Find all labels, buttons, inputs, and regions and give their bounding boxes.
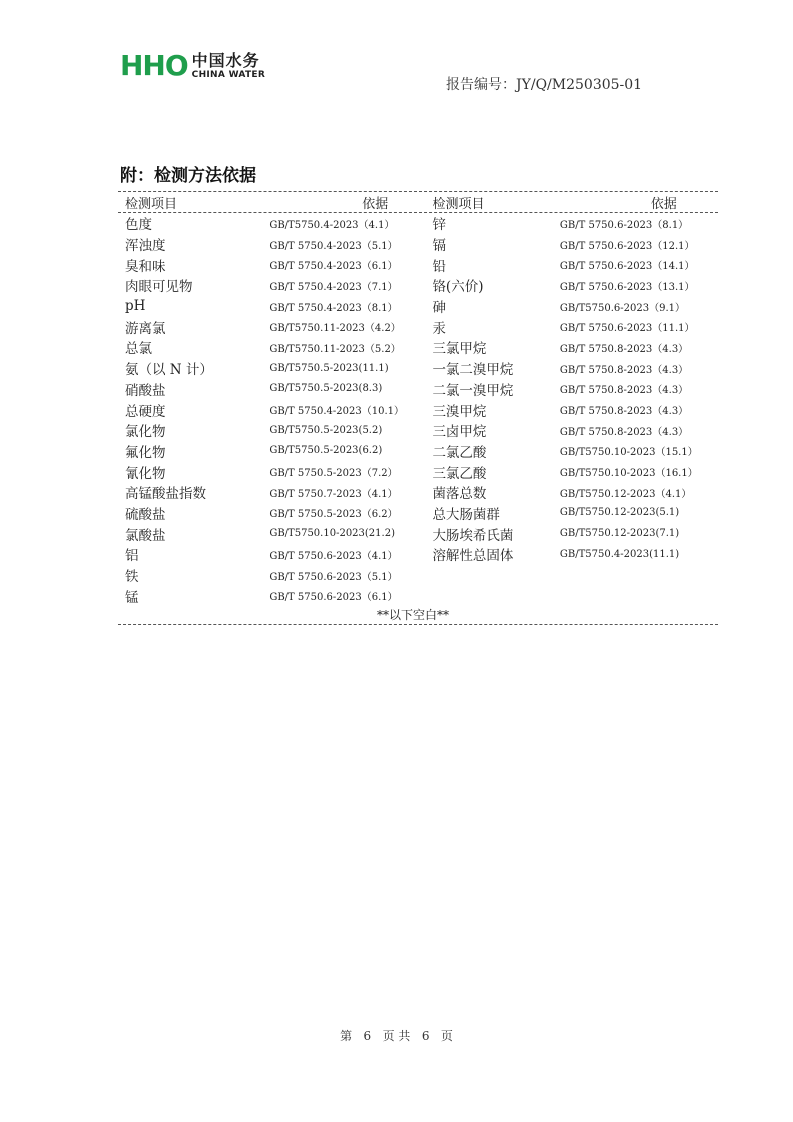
logo-mark: HHO [120,49,188,82]
test-item-cell: 三氯甲烷 [432,341,487,358]
test-item-cell: 氟化物 [125,444,166,461]
test-item-cell: 菌落总数 [432,486,487,503]
method-basis-cell: GB/T5750.10-2023（15.1） [559,447,698,459]
table-row [118,337,718,358]
table-row [118,565,718,586]
table-row [118,296,718,317]
table-row [118,420,718,441]
method-basis-cell: GB/T 5750.8-2023（4.3） [559,406,689,418]
method-basis-cell: GB/T 5750.6-2023（4.1） [269,550,398,562]
header-item-col-2: 检测项目 [432,196,485,212]
logo-text [191,50,266,80]
test-item-cell: 游离氯 [125,320,166,337]
test-item-cell: 浑浊度 [125,238,166,255]
table-row [118,482,718,503]
test-item-cell: 镉 [432,238,446,255]
test-item-cell: 砷 [432,300,446,317]
test-item-cell: 汞 [432,320,446,337]
method-basis-cell: GB/T5750.12-2023(7.1) [559,528,680,540]
table-row [118,379,718,400]
method-basis-cell: GB/T 5750.8-2023（4.3） [559,364,689,376]
page-number: 第 6 页 共 6 页 [340,1029,453,1043]
test-item-cell: 一氯二溴甲烷 [432,362,514,379]
table-row [118,461,718,482]
method-basis-cell: GB/T 5750.6-2023（8.1） [559,219,689,231]
method-basis-cell: GB/T5750.4-2023（4.1） [269,219,395,231]
table-body [118,213,718,606]
method-basis-cell: GB/T 5750.6-2023（13.1） [559,281,695,293]
method-basis-cell: GB/T5750.12-2023（4.1） [559,488,692,500]
method-basis-cell: GB/T 5750.7-2023（4.1） [269,488,398,500]
test-item-cell: 大肠埃希氏菌 [432,527,514,544]
test-item-cell: 色度 [125,217,152,234]
test-item-cell: 肉眼可见物 [125,279,193,296]
logo-english-name: CHINA WATER [191,69,266,80]
test-item-cell: 高锰酸盐指数 [125,486,206,503]
test-item-cell: 溶解性总固体 [432,548,514,565]
test-item-cell: 臭和味 [125,258,166,275]
method-basis-cell: GB/T5750.10-2023（16.1） [559,468,698,480]
method-basis-cell: GB/T 5750.4-2023（6.1） [269,261,398,273]
table-row [118,213,718,234]
method-basis-cell: GB/T 5750.6-2023（5.1） [269,571,398,583]
test-item-cell: 氯酸盐 [125,527,166,544]
section-title: 附：检测方法依据 [120,166,256,186]
method-basis-cell: GB/T 5750.8-2023（4.3） [559,385,689,397]
test-item-cell: 铅 [432,258,446,275]
test-item-cell: 氯化物 [125,424,166,441]
report-number: 报告编号：JY/Q/M250305-01 [446,77,643,93]
method-basis-cell: GB/T5750.5-2023(5.2) [269,424,383,436]
logo-chinese-name: 中国水务 [191,50,260,70]
test-item-cell: 二氯乙酸 [432,444,487,461]
method-basis-cell: GB/T5750.5-2023(8.3) [269,383,383,395]
test-item-cell: 硫酸盐 [125,506,166,523]
method-basis-cell: GB/T5750.5-2023(11.1) [269,362,389,374]
test-item-cell: 三卤甲烷 [432,424,487,441]
method-basis-cell: GB/T5750.11-2023（5.2） [269,343,401,355]
test-item-cell: 氨（以 N 计） [125,362,213,379]
method-basis-cell: GB/T 5750.4-2023（7.1） [269,281,398,293]
test-item-cell: 锌 [432,217,446,234]
test-item-cell: 硝酸盐 [125,382,166,399]
test-item-cell: 氰化物 [125,465,166,482]
table-row [118,523,718,544]
header-basis-col-1: 依据 [362,196,389,212]
test-item-cell: 铁 [125,569,139,586]
method-basis-cell: GB/T5750.12-2023(5.1) [559,507,680,519]
table-row [118,234,718,255]
table-row [118,316,718,337]
test-item-cell: 总大肠菌群 [432,506,500,523]
test-item-cell: 三氯乙酸 [432,465,487,482]
method-basis-cell: GB/T5750.6-2023（9.1） [559,302,686,314]
table-row [118,585,718,606]
method-basis-cell: GB/T 5750.6-2023（11.1） [559,323,695,335]
test-item-cell: 铝 [125,548,139,565]
table-row [118,544,718,565]
test-item-cell: 总硬度 [125,403,166,420]
test-item-cell: 铬(六价) [432,279,484,296]
method-basis-cell: GB/T 5750.6-2023（14.1） [559,261,695,273]
test-item-cell: 锰 [125,589,139,606]
test-item-cell: 二氯一溴甲烷 [432,382,514,399]
header-item-col-1: 检测项目 [125,196,178,212]
table-row [118,358,718,379]
method-basis-cell: GB/T 5750.4-2023（10.1） [269,406,404,418]
method-basis-cell: GB/T 5750.6-2023（6.1） [269,592,398,604]
method-basis-cell: GB/T 5750.5-2023（6.2） [269,509,398,521]
china-water-logo [120,49,266,82]
table-row [118,254,718,275]
table-row [118,503,718,524]
table-bottom-rule [118,624,718,625]
method-basis-cell: GB/T5750.10-2023(21.2) [269,528,395,540]
method-basis-cell: GB/T5750.4-2023(11.1) [559,548,680,560]
table-row [118,399,718,420]
method-basis-table [118,191,718,625]
blank-below-note: **以下空白** [376,608,449,623]
header-basis-col-2: 依据 [650,196,677,212]
method-basis-cell: GB/T5750.5-2023(6.2) [269,445,383,457]
test-item-cell: 三溴甲烷 [432,403,487,420]
test-item-cell: 总氯 [125,341,152,358]
method-basis-cell: GB/T 5750.4-2023（5.1） [269,240,398,252]
table-row [118,441,718,462]
method-basis-cell: GB/T 5750.5-2023（7.2） [269,468,398,480]
table-row [118,275,718,296]
method-basis-cell: GB/T 5750.8-2023（4.3） [559,343,689,355]
test-item-cell: pH [125,298,146,315]
table-header-row [118,192,718,212]
method-basis-cell: GB/T5750.11-2023（4.2） [269,323,401,335]
method-basis-cell: GB/T 5750.6-2023（12.1） [559,240,695,252]
method-basis-cell: GB/T 5750.8-2023（4.3） [559,426,689,438]
method-basis-cell: GB/T 5750.4-2023（8.1） [269,302,398,314]
